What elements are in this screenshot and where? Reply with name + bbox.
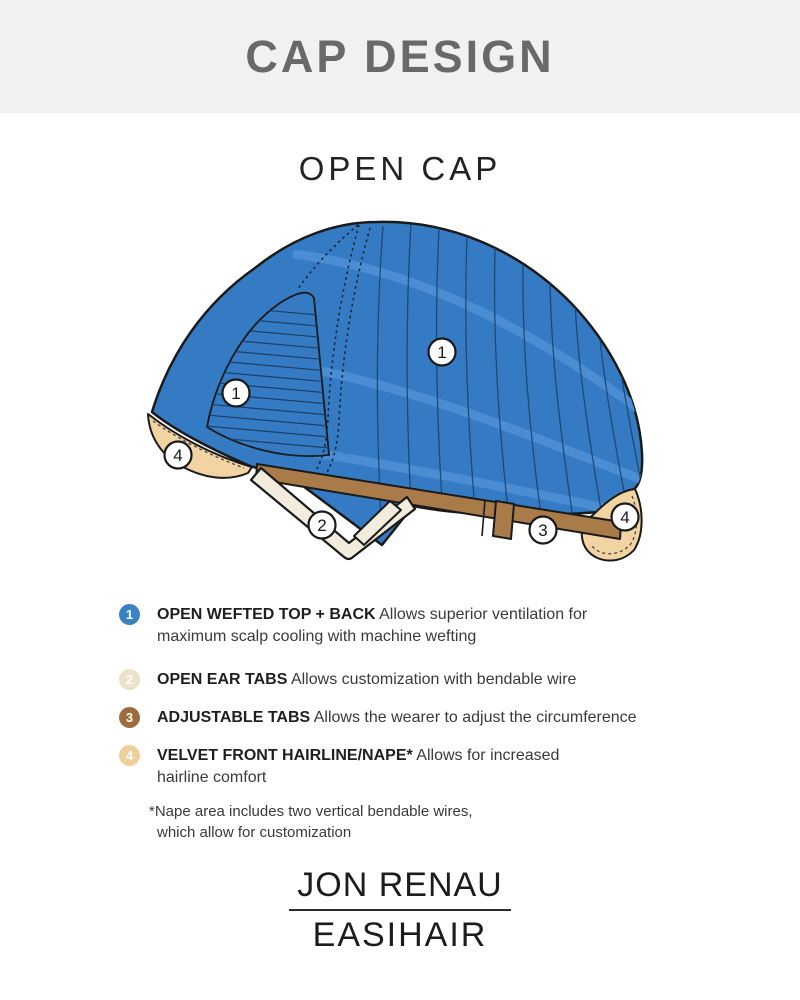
- cap-diagram: [145, 218, 665, 583]
- brand-line-easihair: EASIHAIR: [312, 916, 488, 954]
- legend-item-adjustable-tabs: [119, 707, 675, 729]
- callout-3-strap: [530, 517, 557, 544]
- legend-badge-2: 2: [119, 669, 140, 690]
- nape-footnote-line2: which allow for customization: [157, 824, 352, 841]
- legend-text-2: [157, 669, 576, 691]
- svg-text:1: 1: [231, 384, 241, 403]
- svg-text:4: 4: [173, 446, 183, 465]
- header-bar: [0, 0, 800, 113]
- legend-title-1: OPEN WEFTED TOP + BACK: [157, 606, 376, 623]
- legend: [119, 604, 675, 843]
- legend-text-3: [157, 707, 637, 729]
- strap-buckle: [493, 501, 514, 539]
- brand-logo: [0, 866, 800, 955]
- legend-badge-1: 1: [119, 604, 140, 625]
- svg-text:4: 4: [620, 508, 630, 527]
- nape-footnote-line1: *Nape area includes two vertical bendable wires,: [149, 803, 473, 820]
- legend-title-4: VELVET FRONT HAIRLINE/NAPE*: [157, 747, 413, 764]
- callout-4-nape: [612, 504, 639, 531]
- legend-text-4: [157, 745, 559, 789]
- callout-1-front: [223, 380, 250, 407]
- legend-item-open-ear-tabs: [119, 669, 675, 691]
- legend-badge-4: 4: [119, 745, 140, 766]
- legend-title-3: ADJUSTABLE TABS: [157, 709, 311, 726]
- legend-desc-4b: hairline comfort: [157, 769, 267, 786]
- diagram-subtitle: OPEN CAP: [298, 150, 502, 187]
- brand-line-jon-renau: JON RENAU: [297, 866, 503, 904]
- brand-divider: [289, 909, 511, 911]
- svg-text:3: 3: [538, 521, 548, 540]
- legend-desc-2: Allows customization with bendable wire: [290, 671, 577, 688]
- legend-desc-1: Allows superior ventilation for: [379, 606, 588, 623]
- legend-title-2: OPEN EAR TABS: [157, 671, 288, 688]
- callout-1-main: [429, 339, 456, 366]
- legend-item-open-wefted-top: [119, 604, 675, 648]
- legend-text-1: [157, 604, 587, 648]
- legend-desc-4: Allows for increased: [416, 747, 560, 764]
- page-title: CAP DESIGN: [245, 30, 555, 82]
- svg-text:2: 2: [317, 516, 327, 535]
- nape-footnote: [149, 801, 675, 843]
- legend-desc-3: Allows the wearer to adjust the circumference: [313, 709, 637, 726]
- legend-item-velvet-front: [119, 745, 675, 789]
- legend-badge-3: 3: [119, 707, 140, 728]
- callout-2-ear-tab: [309, 512, 336, 539]
- callout-4-front: [165, 442, 192, 469]
- svg-text:1: 1: [437, 343, 447, 362]
- legend-desc-1b: maximum scalp cooling with machine wefting: [157, 628, 477, 645]
